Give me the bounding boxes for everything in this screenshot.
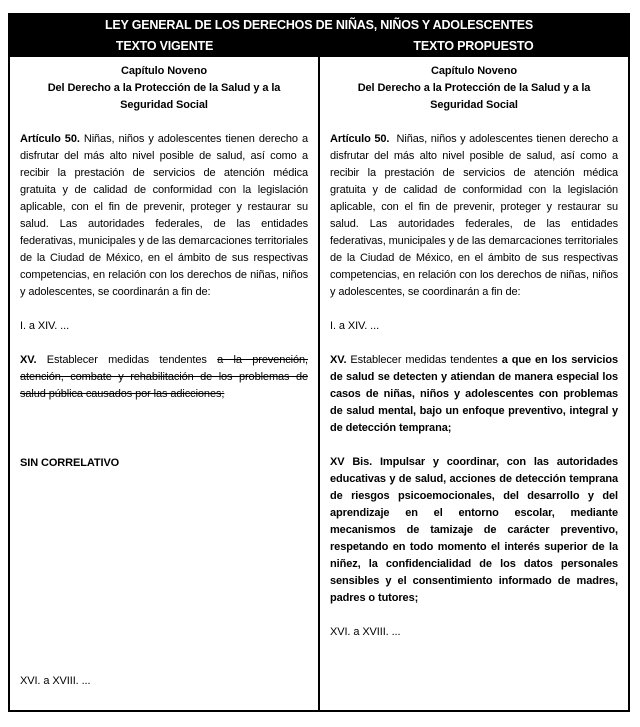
fraction-xv-paragraph [20,352,308,403]
texto-propuesto-cell [320,57,628,710]
chapter-heading [20,63,308,114]
law-comparison-table [8,13,630,712]
chapter-subtitle: Del Derecho a la Protección de la Salud y a la Seguridad Social [47,82,281,111]
table-body [10,57,628,710]
article-50-paragraph [20,131,308,301]
article-50-text: Niñas, niños y adolescentes tienen derecho a disfrutar del más alto nivel posible de salud, así como a recibir la prestación de servicios de atención médica gratuita y de calidad de conformidad con la legislación aplicable, con el fin de prevenir, proteger y restaurar su salud. Las autoridades federales, de las entidades federativas, municipales y de las demarcaciones territoriales de la Ciudad de México, en el ámbito de sus respectivas competencias, en relación con los derechos de niñas, niños y adolescentes, se coordinarán a fin de: [330,133,618,298]
fractions-xvi-xviii: XVI. a XVIII. ... [20,675,91,687]
article-50-label: Artículo 50. [330,133,390,145]
sin-correlativo-label: SIN CORRELATIVO [20,457,120,469]
fraction-xv-paragraph [330,352,618,437]
column-headers-row [10,36,628,57]
fraction-xv-label: XV. [20,354,37,366]
fraction-xv-bis-paragraph [330,454,618,607]
fraction-xv-added-text: a que en los servicios de salud se detecten y atiendan de manera especial los casos de niñas, niños y adolescentes con problemas de salud mental, bajo un enfoque preventivo, integral y de detección temprana; [330,354,618,434]
article-50-text: Niñas, niños y adolescentes tienen derecho a disfrutar del más alto nivel posible de salud, así como a recibir la prestación de servicios de atención médica gratuita y de calidad de conformidad con la legislación aplicable, con el fin de prevenir, proteger y restaurar su salud. Las autoridades federales, de las entidades federativas, municipales y de las demarcaciones territoriales de la Ciudad de México, en el ámbito de sus respectivas competencias, en relación con los derechos de niñas, niños y adolescentes, se coordinarán a fin de: [20,133,308,298]
law-title: LEY GENERAL DE LOS DERECHOS DE NIÑAS, NIÑOS Y ADOLESCENTES [104,18,534,32]
fraction-xv-bis-label: XV Bis. [330,456,373,468]
table-header-band [10,15,628,57]
column-header-texto-propuesto: TEXTO PROPUESTO [413,39,534,53]
fraction-xv-lead: Establecer medidas tendentes [36,354,218,366]
chapter-subtitle: Del Derecho a la Protección de la Salud y a la Seguridad Social [357,82,591,111]
fractions-xvi-xviii: XVI. a XVIII. ... [330,626,401,638]
texto-vigente-cell [10,57,320,710]
fraction-xv-label: XV. [330,354,347,366]
chapter-title: Capítulo Noveno [431,65,517,77]
article-50-label: Artículo 50. [20,133,80,145]
chapter-title: Capítulo Noveno [121,65,207,77]
fraction-xv-lead: Establecer medidas tendentes [346,354,502,366]
chapter-heading [330,63,618,114]
column-header-texto-vigente: TEXTO VIGENTE [115,39,214,53]
fraction-xv-struck-text: a la prevención, atención, combate y rehabilitación de los problemas de salud pública causados por las adicciones; [20,354,309,400]
article-50-paragraph [330,131,618,301]
fractions-i-xiv: I. a XIV. ... [20,320,70,332]
fractions-i-xiv: I. a XIV. ... [330,320,380,332]
fraction-xv-bis-text: Impulsar y coordinar, con las autoridades educativas y de salud, acciones de detección temprana de riesgos psicoemocionales, del desarrollo y del aprendizaje en el entorno escolar, mediante mecanismos de tamizaje de carácter preventivo, respetando en todo momento el interés superior de la niñez, la confidencialidad de los datos personales sensibles y el consentimiento informado de madres, padres o tutores; [330,456,618,604]
